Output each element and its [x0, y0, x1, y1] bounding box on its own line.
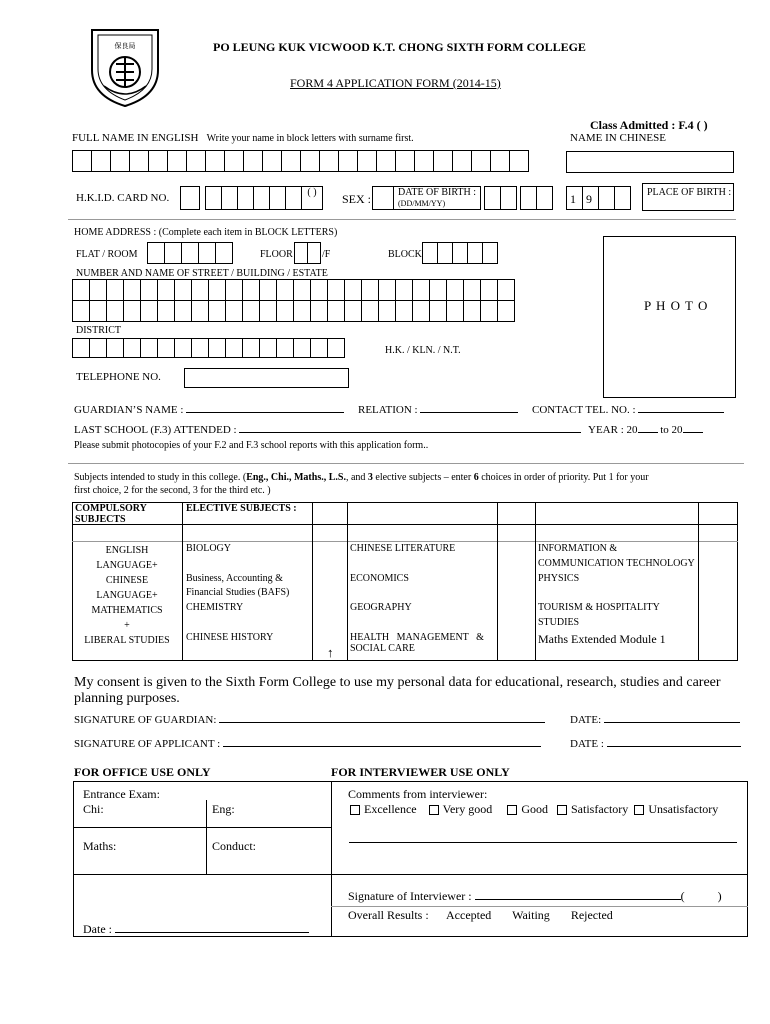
class-admitted: Class Admitted : F.4 ( ) [590, 118, 708, 132]
year-to-line[interactable] [683, 432, 703, 433]
photo-label: P H O T O [644, 298, 709, 313]
maths-label: Maths: [83, 839, 117, 853]
dob-format: (DD/MM/YY) [398, 199, 446, 208]
subject-tourism-1: TOURISM & HOSPITALITY [538, 602, 660, 613]
applicant-date-row: DATE : [570, 738, 741, 750]
subject-chinese-history: CHINESE HISTORY [186, 632, 274, 643]
applicant-signature-line[interactable] [223, 746, 541, 747]
office-title: FOR OFFICE USE ONLY [74, 765, 211, 779]
full-name-label: FULL NAME IN ENGLISH Write your name in block letters with surname first. [72, 132, 414, 144]
last-school-row: LAST SCHOOL (F.3) ATTENDED : [74, 424, 581, 436]
subject-economics: ECONOMICS [350, 573, 409, 584]
rating-very-good[interactable]: Very good [429, 802, 493, 816]
result-accepted[interactable]: Accepted [446, 908, 492, 922]
subject-geography: GEOGRAPHY [350, 602, 412, 613]
elective-header: ELECTIVE SUBJECTS : [186, 503, 297, 514]
entrance-exam-label: Entrance Exam: [83, 787, 160, 801]
district-boxes[interactable] [72, 338, 344, 358]
rating-satisfactory[interactable]: Satisfactory [557, 802, 628, 816]
floor-suffix: /F [322, 249, 331, 260]
applicant-signature-row: SIGNATURE OF APPLICANT : [74, 738, 541, 750]
checkbox-icon[interactable] [507, 805, 517, 815]
region-label: H.K. / KLN. / N.T. [385, 345, 461, 356]
subjects-intro-line2: first choice, 2 for the second, 3 for the third etc. ) [74, 485, 271, 496]
guardian-signature-row: SIGNATURE OF GUARDIAN: [74, 714, 545, 726]
result-rejected[interactable]: Rejected [570, 908, 613, 922]
block-label: BLOCK [388, 249, 422, 260]
street-boxes-2[interactable] [72, 300, 514, 322]
floor-label: FLOOR [260, 249, 293, 260]
sex-box[interactable] [372, 186, 394, 210]
applicant-date-line[interactable] [607, 746, 741, 747]
dob-year-digit2[interactable]: 9 [582, 186, 599, 210]
subject-physics: PHYSICS [538, 573, 580, 584]
interviewer-title: FOR INTERVIEWER USE ONLY [331, 765, 510, 779]
relation-line[interactable] [420, 412, 518, 413]
flat-room-label: FLAT / ROOM [76, 249, 138, 260]
last-school-line[interactable] [239, 432, 581, 433]
guardian-name-row: GUARDIAN’S NAME : [74, 404, 344, 416]
subject-m1: Maths Extended Module 1 [538, 632, 666, 646]
hkid-check-digit[interactable]: ( ) [301, 186, 323, 210]
result-waiting[interactable]: Waiting [512, 908, 550, 922]
subjects-intro: Subjects intended to study in this college. (Eng., Chi., Maths., L.S., and 3 elective subjects – enter 6 choices in order of priority. Put 1 for your [74, 472, 649, 483]
priority-cell[interactable] [699, 542, 737, 660]
subject-health-2: SOCIAL CARE [350, 643, 415, 654]
comments-line[interactable] [349, 842, 737, 843]
subject-ict-2: COMMUNICATION TECHNOLOGY [538, 558, 695, 569]
block-boxes[interactable] [422, 242, 497, 264]
checkbox-icon[interactable] [634, 805, 644, 815]
subject-bafs-2: Financial Studies (BAFS) [186, 587, 290, 598]
priority-cell[interactable] [313, 542, 347, 660]
reports-note: Please submit photocopies of your F.2 and F.3 school reports with this application form.. [74, 440, 429, 451]
college-logo [86, 24, 164, 108]
flat-room-boxes[interactable] [147, 242, 232, 264]
district-label: DISTRICT [76, 325, 121, 336]
subject-health-1: HEALTH MANAGEMENT & [350, 632, 484, 643]
relation-row: RELATION : [358, 404, 518, 416]
floor-boxes[interactable] [294, 242, 320, 264]
compulsory-header: COMPULSORY SUBJECTS [75, 503, 147, 525]
subject-tourism-2: STUDIES [538, 617, 580, 628]
priority-cell[interactable] [498, 542, 535, 660]
office-date-line[interactable] [115, 932, 309, 933]
comments-label: Comments from interviewer: [348, 787, 488, 801]
home-address-label: HOME ADDRESS : (Complete each item in BLOCK LETTERS) [74, 227, 338, 238]
compulsory-list: ENGLISH LANGUAGE+ CHINESE LANGUAGE+ MATHEMATICS + LIBERAL STUDIES [84, 545, 170, 646]
hkid-boxes[interactable] [180, 186, 322, 210]
office-date-row: Date : [83, 922, 309, 937]
eng-label: Eng: [212, 802, 235, 816]
guardian-name-line[interactable] [186, 412, 344, 413]
rating-good[interactable]: Good [507, 802, 548, 816]
subject-bafs-1: Business, Accounting & [186, 573, 283, 584]
arrow-icon: ↑ [327, 645, 334, 660]
street-label: NUMBER AND NAME OF STREET / BUILDING / ESTATE [76, 268, 328, 279]
hkid-label: H.K.I.D. CARD NO. [76, 192, 170, 204]
chinese-name-box[interactable] [566, 151, 734, 173]
guardian-signature-line[interactable] [219, 722, 545, 723]
subject-chemistry: CHEMISTRY [186, 602, 244, 613]
subject-ict-1: INFORMATION & [538, 543, 618, 554]
full-name-boxes[interactable] [72, 150, 528, 172]
subject-chinese-literature: CHINESE LITERATURE [350, 543, 456, 554]
contact-row: CONTACT TEL. NO. : [532, 404, 724, 416]
divider [68, 219, 736, 220]
chinese-name-label: NAME IN CHINESE [570, 132, 666, 144]
form-title: FORM 4 APPLICATION FORM (2014-15) [290, 76, 501, 90]
subject-biology: BIOLOGY [186, 543, 231, 554]
checkbox-icon[interactable] [350, 805, 360, 815]
conduct-label: Conduct: [212, 839, 256, 853]
year-from-line[interactable] [638, 432, 658, 433]
checkbox-icon[interactable] [557, 805, 567, 815]
dob-boxes[interactable] [484, 186, 630, 210]
telephone-label: TELEPHONE NO. [76, 371, 161, 383]
dob-label: DATE OF BIRTH : [398, 187, 477, 198]
divider [68, 463, 744, 464]
svg-text:保良局: 保良局 [114, 42, 136, 50]
chi-label: Chi: [83, 802, 104, 816]
guardian-date-row: DATE: [570, 714, 740, 726]
ratings-row [350, 802, 718, 817]
photo-box[interactable] [603, 236, 736, 398]
rating-unsatisfactory[interactable]: Unsatisfactory [634, 802, 718, 816]
college-name: PO LEUNG KUK VICWOOD K.T. CHONG SIXTH FORM COLLEGE [213, 40, 586, 54]
consent-text: My consent is given to the Sixth Form College to use my personal data for educational, research, studies and career planning purposes. [74, 675, 721, 706]
place-of-birth-label: PLACE OF BIRTH : [647, 187, 732, 198]
overall-results-row: Overall Results : Accepted Waiting Rejected [348, 908, 613, 922]
rating-excellence[interactable]: Excellence [350, 802, 417, 816]
guardian-date-line[interactable] [604, 722, 740, 723]
street-boxes-1[interactable] [72, 279, 514, 301]
sex-label: SEX : [342, 192, 372, 206]
checkbox-icon[interactable] [429, 805, 439, 815]
year-row: YEAR : 20 to 20 [588, 424, 703, 436]
interviewer-signature-line[interactable] [475, 899, 681, 900]
interviewer-signature-row: Signature of Interviewer : ( ) [348, 889, 722, 903]
contact-line[interactable] [638, 412, 724, 413]
dob-year-digit1[interactable]: 1 [566, 186, 583, 210]
telephone-box[interactable] [184, 368, 349, 388]
